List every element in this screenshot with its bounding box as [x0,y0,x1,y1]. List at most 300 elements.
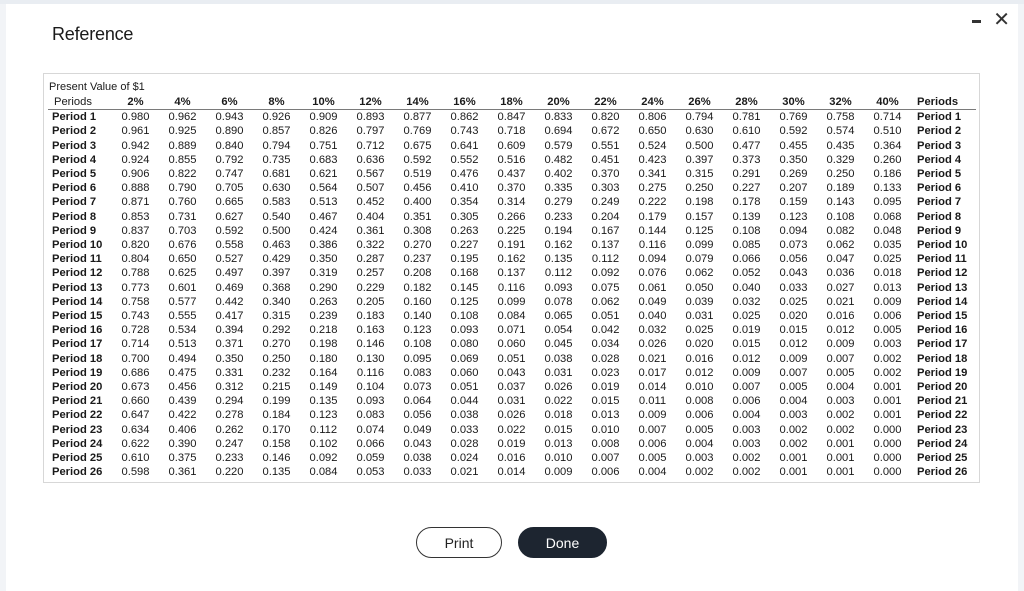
pv-cell: 0.145 [450,281,479,294]
header-periods-right: Periods [911,95,976,110]
pv-cell: 0.001 [873,381,902,394]
pv-cell: 0.889 [168,139,197,152]
pv-cell: 0.676 [168,239,197,252]
pv-cell: 0.237 [403,253,432,266]
pv-cell: 0.186 [873,168,902,181]
pv-cell: 0.133 [873,182,902,195]
pv-cell: 0.579 [544,139,573,152]
pv-cell: 0.006 [873,310,902,323]
pv-cell: 0.797 [356,125,385,138]
pv-cell: 0.507 [356,182,385,195]
pv-cell: 0.003 [732,437,761,450]
pv-cell: 0.158 [262,437,291,450]
pv-cell: 0.250 [262,352,291,365]
pv-cell: 0.083 [356,409,385,422]
pv-cell: 0.397 [685,153,714,166]
pv-cell: 0.002 [779,423,808,436]
pv-cell: 0.354 [450,196,479,209]
pv-cell: 0.630 [262,182,291,195]
table-row [48,394,976,408]
pv-cell: 0.370 [591,168,620,181]
pv-cell: 0.001 [826,466,855,479]
pv-cell: 0.065 [544,310,573,323]
pv-cell: 0.840 [215,139,244,152]
table-row [48,110,976,125]
table-row [48,295,976,309]
table-row [48,224,976,238]
pv-cell: 0.341 [638,168,667,181]
pv-cell: 0.003 [779,409,808,422]
pv-cell: 0.551 [591,139,620,152]
row-period-label: Period 19 [52,366,103,379]
row-period-label-right: Period 8 [917,210,962,223]
pv-cell: 0.630 [685,125,714,138]
header-periods-left: Periods [48,95,112,110]
pv-cell: 0.758 [826,111,855,124]
pv-cell: 0.005 [873,324,902,337]
pv-cell: 0.962 [168,111,197,124]
row-period-label: Period 6 [52,182,97,195]
row-period-label: Period 26 [52,466,103,479]
pv-cell: 0.013 [873,281,902,294]
pv-cell: 0.146 [356,338,385,351]
pv-cell: 0.006 [591,466,620,479]
row-period-label: Period 18 [52,352,103,365]
row-period-label-right: Period 1 [917,111,962,124]
pv-cell: 0.002 [732,466,761,479]
pv-cell: 0.194 [544,224,573,237]
row-period-label: Period 3 [52,139,97,152]
pv-cell: 0.180 [309,352,338,365]
pv-cell: 0.143 [826,196,855,209]
pv-cell: 0.002 [779,437,808,450]
pv-cell: 0.001 [779,452,808,465]
pv-cell: 0.079 [685,253,714,266]
pv-cell: 0.005 [826,366,855,379]
pv-cell: 0.075 [591,281,620,294]
table-header-row [48,95,976,110]
header-rate: 26% [676,95,723,110]
pv-cell: 0.404 [356,210,385,223]
pv-cell: 0.456 [403,182,432,195]
pv-cell: 0.083 [403,366,432,379]
header-rate: 6% [206,95,253,110]
pv-cell: 0.112 [309,423,338,436]
pv-cell: 0.375 [168,452,197,465]
pv-cell: 0.331 [215,366,244,379]
pv-cell: 0.034 [591,338,620,351]
pv-cell: 0.025 [732,310,761,323]
pv-cell: 0.681 [262,168,291,181]
header-rate: 28% [723,95,770,110]
pv-cell: 0.909 [309,111,338,124]
window-controls [971,8,1010,30]
pv-cell: 0.270 [403,239,432,252]
pv-cell: 0.371 [215,338,244,351]
table-row [48,451,976,465]
pv-cell: 0.435 [826,139,855,152]
pv-cell: 0.068 [873,210,902,223]
pv-cell: 0.368 [262,281,291,294]
pv-cell: 0.094 [638,253,667,266]
pv-cell: 0.108 [732,224,761,237]
pv-cell: 0.475 [168,366,197,379]
pv-cell: 0.422 [168,409,197,422]
print-button[interactable]: Print [416,527,502,558]
pv-cell: 0.714 [873,111,902,124]
pv-cell: 0.225 [497,224,526,237]
pv-cell: 0.312 [215,381,244,394]
pv-cell: 0.314 [497,196,526,209]
pv-cell: 0.820 [121,239,150,252]
pv-cell: 0.093 [544,281,573,294]
pv-cell: 0.026 [497,409,526,422]
pv-cell: 0.001 [826,437,855,450]
pv-cell: 0.015 [544,423,573,436]
pv-cell: 0.263 [450,224,479,237]
pv-cell: 0.004 [638,466,667,479]
pv-cell: 0.178 [732,196,761,209]
pv-cell: 0.014 [638,381,667,394]
pv-cell: 0.078 [544,295,573,308]
table-body [48,110,976,480]
pv-cell: 0.262 [215,423,244,436]
pv-cell: 0.162 [497,253,526,266]
pv-cell: 0.139 [732,210,761,223]
pv-cell: 0.942 [121,139,150,152]
pv-cell: 0.112 [544,267,573,280]
pv-cell: 0.340 [262,295,291,308]
pv-cell: 0.045 [544,338,573,351]
pv-cell: 0.099 [685,239,714,252]
pv-cell: 0.227 [450,239,479,252]
pv-cell: 0.018 [544,409,573,422]
pv-cell: 0.125 [450,295,479,308]
pv-cell: 0.010 [591,423,620,436]
pv-cell: 0.714 [121,338,150,351]
pv-cell: 0.164 [309,366,338,379]
pv-cell: 0.137 [497,267,526,280]
header-rate: 8% [253,95,300,110]
pv-cell: 0.463 [262,239,291,252]
pv-cell: 0.094 [779,224,808,237]
pv-cell: 0.060 [497,338,526,351]
pv-cell: 0.012 [685,366,714,379]
pv-cell: 0.012 [732,352,761,365]
row-period-label: Period 8 [52,210,97,223]
pv-cell: 0.263 [309,295,338,308]
pv-cell: 0.788 [121,267,150,280]
pv-cell: 0.011 [638,395,667,408]
row-period-label-right: Period 11 [917,253,967,266]
pv-cell: 0.279 [544,196,573,209]
pv-cell: 0.001 [826,452,855,465]
pv-cell: 0.781 [732,111,761,124]
pv-cell: 0.013 [544,437,573,450]
table-row [48,238,976,252]
pv-cell: 0.062 [685,267,714,280]
pv-cell: 0.191 [497,239,526,252]
pv-cell: 0.031 [497,395,526,408]
table-row [48,352,976,366]
pv-cell: 0.292 [262,324,291,337]
present-value-table-panel[interactable] [43,73,980,483]
pv-cell: 0.054 [544,324,573,337]
pv-cell: 0.315 [685,168,714,181]
pv-cell: 0.943 [215,111,244,124]
pv-cell: 0.000 [873,466,902,479]
pv-cell: 0.005 [685,423,714,436]
close-icon[interactable]: ✕ [993,7,1010,31]
pv-cell: 0.005 [638,452,667,465]
pv-cell: 0.050 [685,281,714,294]
pv-cell: 0.574 [826,125,855,138]
pv-cell: 0.056 [779,253,808,266]
pv-cell: 0.769 [779,111,808,124]
pv-cell: 0.007 [732,381,761,394]
table-row [48,323,976,337]
pv-cell: 0.751 [309,139,338,152]
pv-cell: 0.125 [685,224,714,237]
pv-cell: 0.168 [450,267,479,280]
pv-cell: 0.049 [638,295,667,308]
pv-cell: 0.080 [450,338,479,351]
table-row [48,181,976,195]
pv-cell: 0.758 [121,295,150,308]
pv-cell: 0.249 [591,196,620,209]
pv-cell: 0.076 [638,267,667,280]
pv-cell: 0.040 [638,310,667,323]
row-period-label-right: Period 23 [917,423,968,436]
row-period-label: Period 4 [52,153,97,166]
row-period-label: Period 23 [52,423,103,436]
pv-cell: 0.820 [591,111,620,124]
pv-cell: 0.059 [356,452,385,465]
pv-cell: 0.025 [685,324,714,337]
pv-cell: 0.350 [309,253,338,266]
header-rate: 20% [535,95,582,110]
pv-cell: 0.073 [779,239,808,252]
pv-cell: 0.308 [403,224,432,237]
pv-cell: 0.583 [262,196,291,209]
pv-cell: 0.003 [826,395,855,408]
pv-cell: 0.451 [591,153,620,166]
pv-cell: 0.051 [591,310,620,323]
pv-cell: 0.266 [497,210,526,223]
pv-cell: 0.184 [262,409,291,422]
pv-cell: 0.319 [309,267,338,280]
pv-cell: 0.424 [309,224,338,237]
pv-cell: 0.712 [356,139,385,152]
pv-cell: 0.335 [544,182,573,195]
header-rate: 14% [394,95,441,110]
pv-cell: 0.350 [779,153,808,166]
pv-cell: 0.792 [215,153,244,166]
pv-cell: 0.577 [168,295,197,308]
row-period-label: Period 5 [52,168,97,181]
pv-cell: 0.592 [779,125,808,138]
header-rate: 10% [300,95,347,110]
pv-cell: 0.035 [873,239,902,252]
pv-cell: 0.482 [544,153,573,166]
pv-cell: 0.476 [450,168,479,181]
pv-cell: 0.018 [873,267,902,280]
pv-cell: 0.665 [215,196,244,209]
pv-cell: 0.015 [779,324,808,337]
row-period-label: Period 22 [52,409,103,422]
minimize-icon[interactable] [971,8,985,30]
row-period-label-right: Period 2 [917,125,962,138]
pv-cell: 0.500 [262,224,291,237]
pv-cell: 0.373 [732,153,761,166]
pv-cell: 0.650 [638,125,667,138]
row-period-label: Period 11 [52,253,102,266]
pv-cell: 0.735 [262,153,291,166]
pv-cell: 0.592 [215,224,244,237]
pv-cell: 0.743 [121,310,150,323]
table-row [48,281,976,295]
pv-cell: 0.073 [403,381,432,394]
header-rate: 22% [582,95,629,110]
pv-cell: 0.036 [826,267,855,280]
pv-cell: 0.092 [591,267,620,280]
pv-cell: 0.269 [779,168,808,181]
pv-cell: 0.008 [685,395,714,408]
pv-cell: 0.625 [168,267,197,280]
pv-cell: 0.021 [638,352,667,365]
row-period-label: Period 24 [52,437,103,450]
pv-cell: 0.167 [591,224,620,237]
pv-cell: 0.095 [403,352,432,365]
pv-cell: 0.016 [826,310,855,323]
pv-cell: 0.102 [309,437,338,450]
pv-cell: 0.794 [262,139,291,152]
pv-cell: 0.683 [309,153,338,166]
pv-cell: 0.001 [873,395,902,408]
top-frame-bar [0,0,1024,4]
pv-cell: 0.675 [403,139,432,152]
pv-cell: 0.108 [826,210,855,223]
pv-cell: 0.232 [262,366,291,379]
pv-cell: 0.028 [450,437,479,450]
pv-cell: 0.322 [356,239,385,252]
pv-cell: 0.634 [121,423,150,436]
pv-cell: 0.351 [403,210,432,223]
pv-cell: 0.038 [544,352,573,365]
pv-cell: 0.093 [356,395,385,408]
row-period-label-right: Period 4 [917,153,962,166]
pv-cell: 0.066 [732,253,761,266]
pv-cell: 0.084 [497,310,526,323]
pv-cell: 0.031 [544,366,573,379]
pv-cell: 0.524 [638,139,667,152]
pv-cell: 0.540 [262,210,291,223]
pv-cell: 0.004 [826,381,855,394]
pv-cell: 0.290 [309,281,338,294]
row-period-label-right: Period 13 [917,281,968,294]
pv-cell: 0.455 [779,139,808,152]
pv-cell: 0.500 [685,139,714,152]
pv-cell: 0.104 [356,381,385,394]
pv-cell: 0.239 [309,310,338,323]
pv-cell: 0.222 [638,196,667,209]
pv-cell: 0.672 [591,125,620,138]
pv-cell: 0.862 [450,111,479,124]
pv-cell: 0.394 [215,324,244,337]
pv-cell: 0.015 [732,338,761,351]
pv-cell: 0.056 [403,409,432,422]
pv-cell: 0.009 [873,295,902,308]
row-period-label-right: Period 17 [917,338,968,351]
pv-cell: 0.016 [497,452,526,465]
pv-cell: 0.013 [591,409,620,422]
pv-cell: 0.047 [826,253,855,266]
pv-cell: 0.123 [779,210,808,223]
pv-cell: 0.467 [309,210,338,223]
row-period-label-right: Period 6 [917,182,962,195]
pv-cell: 0.092 [309,452,338,465]
pv-cell: 0.040 [732,281,761,294]
pv-cell: 0.021 [450,466,479,479]
pv-cell: 0.004 [779,395,808,408]
pv-cell: 0.135 [262,466,291,479]
pv-cell: 0.456 [168,381,197,394]
pv-cell: 0.004 [685,437,714,450]
pv-cell: 0.033 [403,466,432,479]
pv-cell: 0.007 [638,423,667,436]
pv-cell: 0.417 [215,310,244,323]
pv-cell: 0.641 [450,139,479,152]
pv-cell: 0.157 [685,210,714,223]
pv-cell: 0.390 [168,437,197,450]
pv-cell: 0.123 [403,324,432,337]
pv-cell: 0.149 [309,381,338,394]
pv-cell: 0.361 [356,224,385,237]
pv-cell: 0.469 [215,281,244,294]
pv-cell: 0.179 [638,210,667,223]
pv-cell: 0.598 [121,466,150,479]
pv-cell: 0.303 [591,182,620,195]
pv-cell: 0.064 [403,395,432,408]
pv-cell: 0.673 [121,381,150,394]
pv-cell: 0.847 [497,111,526,124]
done-button[interactable]: Done [518,527,607,558]
pv-cell: 0.853 [121,210,150,223]
pv-cell: 0.071 [497,324,526,337]
row-period-label: Period 13 [52,281,103,294]
pv-cell: 0.031 [685,310,714,323]
pv-cell: 0.703 [168,224,197,237]
pv-cell: 0.007 [591,452,620,465]
pv-cell: 0.000 [873,437,902,450]
table-row [48,210,976,224]
pv-cell: 0.051 [497,352,526,365]
row-period-label-right: Period 16 [917,324,968,337]
pv-cell: 0.429 [262,253,291,266]
row-period-label: Period 9 [52,224,97,237]
pv-cell: 0.926 [262,111,291,124]
pv-cell: 0.000 [873,423,902,436]
table-caption: Present Value of $1 [49,81,145,93]
pv-cell: 0.760 [168,196,197,209]
table-row [48,153,976,167]
pv-cell: 0.260 [873,153,902,166]
row-period-label: Period 21 [52,395,103,408]
header-rate: 30% [770,95,817,110]
pv-cell: 0.621 [309,168,338,181]
pv-cell: 0.728 [121,324,150,337]
pv-cell: 0.627 [215,210,244,223]
